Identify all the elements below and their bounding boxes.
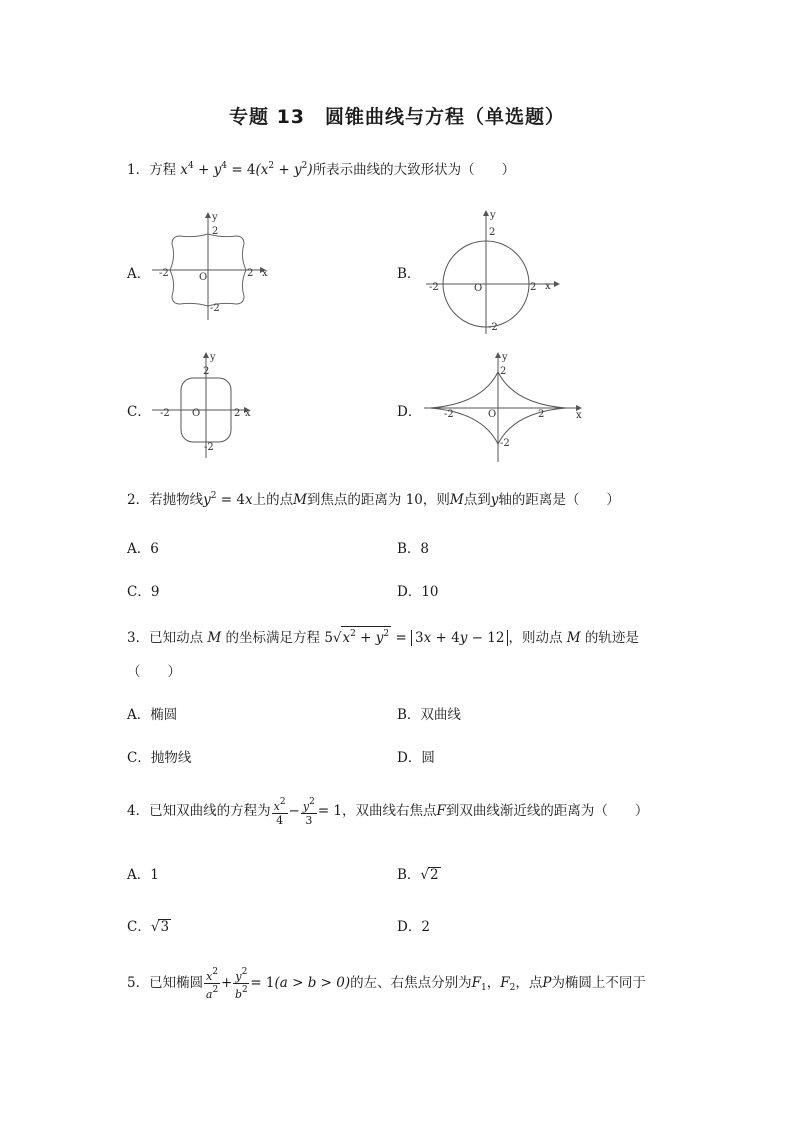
svg-text:x: x [576, 410, 582, 421]
svg-text:2: 2 [247, 268, 254, 279]
q3-option-a: A．椭圆 [127, 707, 178, 723]
svg-text:-2: -2 [488, 322, 498, 333]
q3-option-d: D．圆 [397, 750, 435, 766]
svg-text:-2: -2 [444, 409, 454, 420]
q1-option-a-label: A． [127, 266, 151, 282]
svg-text:-2: -2 [210, 303, 220, 314]
svg-text:2: 2 [538, 409, 545, 420]
q1-option-c-label: C． [127, 404, 151, 420]
svg-text:y: y [502, 352, 508, 363]
svg-text:2: 2 [500, 366, 507, 377]
svg-text:O: O [488, 409, 497, 420]
q2-equation: $y^2 = 4x$ [203, 491, 253, 508]
q1-option-a-graph [148, 210, 268, 322]
question-2: 2．若抛物线$y^2 = 4x$上的点M到焦点的距离为 10，则M点到y轴的距离是（ ） [127, 491, 620, 508]
q1-option-b-graph [422, 208, 562, 336]
q2-option-d: D．10 [397, 584, 439, 600]
svg-text:x: x [245, 408, 251, 419]
svg-text:y: y [212, 212, 218, 223]
svg-text:O: O [474, 283, 483, 294]
svg-text:x: x [262, 268, 268, 279]
q3-equation: $5√x^2 + y^2 = 3x + 4y - 12$ [324, 630, 508, 646]
q3-option-b: B．双曲线 [397, 707, 461, 723]
q4-option-c: C．√3 [127, 919, 170, 935]
svg-text:x: x [545, 281, 551, 292]
svg-text:-2: -2 [500, 438, 510, 449]
q1-option-c-graph [148, 350, 256, 462]
question-4: 4．已知双曲线的方程为 $\frac{x^2}{4}$ − $\frac{y^2}{3}$ = 1，双曲线右焦点F到双曲线渐近线的距离为（ ） [127, 797, 649, 827]
svg-text:2: 2 [234, 408, 241, 419]
svg-text:y: y [210, 352, 216, 363]
q4-option-a: A．1 [127, 867, 159, 883]
q2-option-c: C．9 [127, 584, 160, 600]
q1-equation: $x^4 + y^4 = 4(x^2 + y^2)$ [180, 161, 313, 178]
svg-text:2: 2 [489, 227, 496, 238]
q2-option-a: A．6 [127, 541, 159, 557]
page-title: 专题 13 圆锥曲线与方程（单选题） [228, 106, 566, 128]
q2-option-b: B．8 [397, 541, 430, 557]
q1-option-b-label: B． [397, 266, 421, 282]
question-1: 1．方程 $x^4 + y^4 = 4(x^2 + y^2)$所表示曲线的大致形状为（ ） [127, 161, 516, 178]
svg-text:2: 2 [203, 366, 210, 377]
svg-text:-2: -2 [204, 442, 214, 453]
q4-option-d: D．2 [397, 919, 430, 935]
q1-option-d-label: D． [397, 404, 422, 420]
svg-text:2: 2 [212, 226, 219, 237]
q3-option-c: C．抛物线 [127, 750, 192, 766]
question-5: 5．已知椭圆 $\frac{x^2}{a^2}$ + $\frac{y^2}{b^2}$ = 1(a > b > 0)的左、右焦点分别为$F_1$，$F_2$，点P为椭圆上不同于 [127, 967, 646, 1001]
svg-text:O: O [199, 272, 208, 283]
svg-text:y: y [490, 210, 496, 221]
svg-text:-2: -2 [160, 408, 170, 419]
question-3: 3．已知动点 M 的坐标满足方程 $5√x^2 + y^2 = 3x + 4y - 12$ ，则动点 M 的轨迹是 [127, 626, 639, 646]
question-3-answer-paren: （ ） [127, 664, 181, 680]
svg-text:O: O [192, 408, 201, 419]
q1-option-d-graph [420, 350, 590, 464]
svg-text:2: 2 [530, 282, 537, 293]
svg-text:-2: -2 [159, 268, 169, 279]
svg-text:-2: -2 [429, 282, 439, 293]
q4-option-b: B．√2 [397, 867, 439, 883]
